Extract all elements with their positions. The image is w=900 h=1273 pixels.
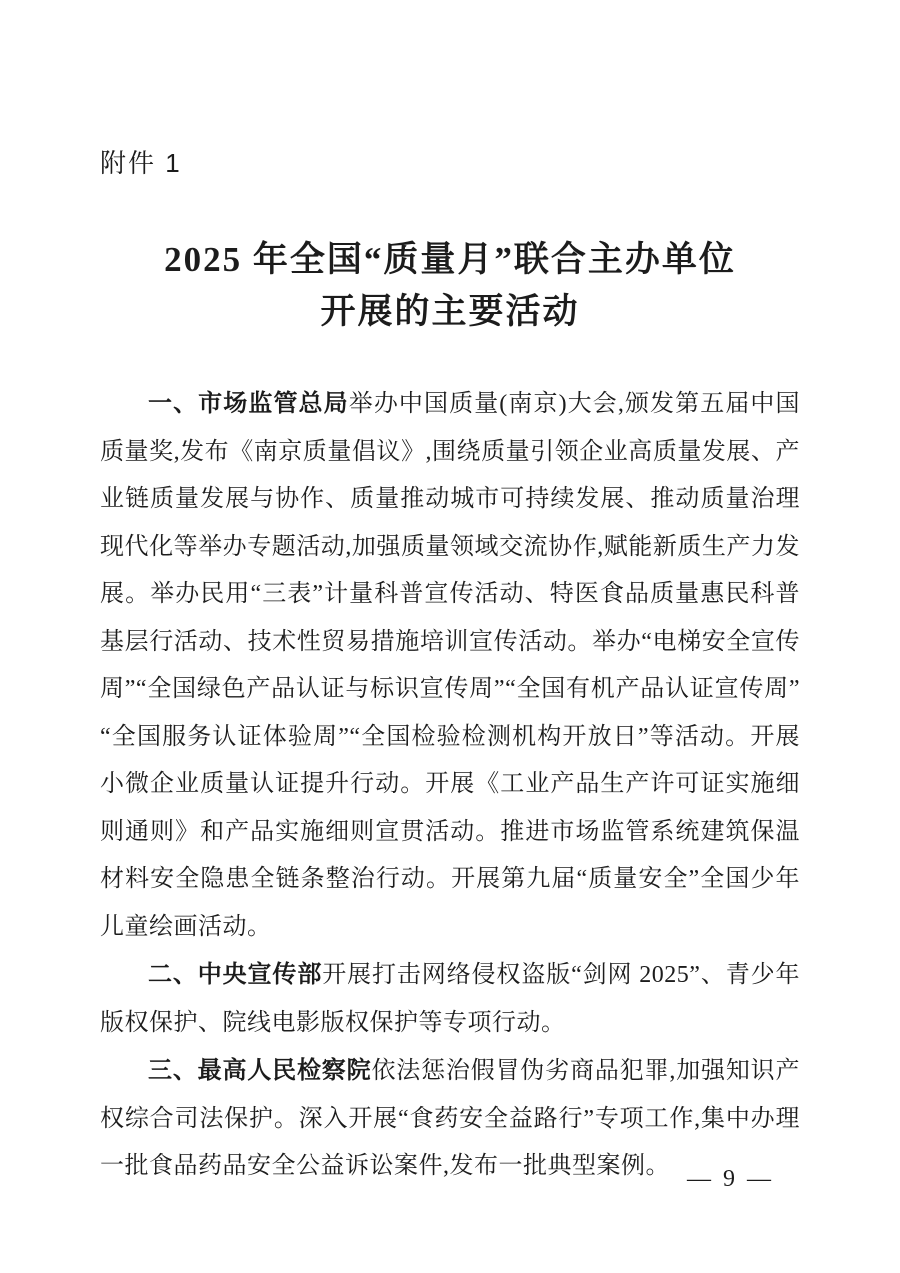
paragraph-1-text: 举办中国质量(南京)大会,颁发第五届中国质量奖,发布《南京质量倡议》,围绕质量引领企业高质量发展、产业链质量发展与协作、质量推动城市可持续发展、推动质量治理现代化等举办专题活动,加强质量领域交流协作,赋能新质生产力发展。举办民用“三表”计量科普宣传活动、特医食品质量惠民科普基层行活动、技术性贸易措施培训宣传活动。举办“电梯安全宣传周”“全国绿色产品认证与标识宣传周”“全国有机产品认证宣传周”“全国服务认证体验周”“全国检验检测机构开放日”等活动。开展小微企业质量认证提升行动。开展《工业产品生产许可证实施细则通则》和产品实施细则宣贯活动。推进市场监管系统建筑保温材料安全隐患全链条整治行动。开展第九届“质量安全”全国少年儿童绘画活动。 [100, 391, 801, 940]
document-body [100, 380, 800, 1191]
paragraph-1-lead: 一、市场监管总局 [148, 390, 349, 417]
paragraph-2-text: 开展打击网络侵权盗版“剑网 2025”、青少年版权保护、院线电影版权保护等专项行动。 [100, 962, 800, 1036]
paragraph-2 [100, 951, 800, 1047]
page-number: — 9 — [687, 1166, 774, 1192]
document-title [0, 234, 900, 338]
paragraph-1 [100, 380, 800, 951]
document-title-line1: 2025 年全国“质量月”联合主办单位 [164, 240, 736, 279]
paragraph-3-lead: 三、最高人民检察院 [148, 1057, 372, 1084]
attachment-label: 附件 1 [100, 148, 182, 178]
paragraph-2-lead: 二、中央宣传部 [148, 961, 323, 988]
paragraph-3-text: 依法惩治假冒伪劣商品犯罪,加强知识产权综合司法保护。深入开展“食药安全益路行”专项工作,集中办理一批食品药品安全公益诉讼案件,发布一批典型案例。 [100, 1058, 801, 1179]
document-title-line2: 开展的主要活动 [320, 292, 580, 331]
